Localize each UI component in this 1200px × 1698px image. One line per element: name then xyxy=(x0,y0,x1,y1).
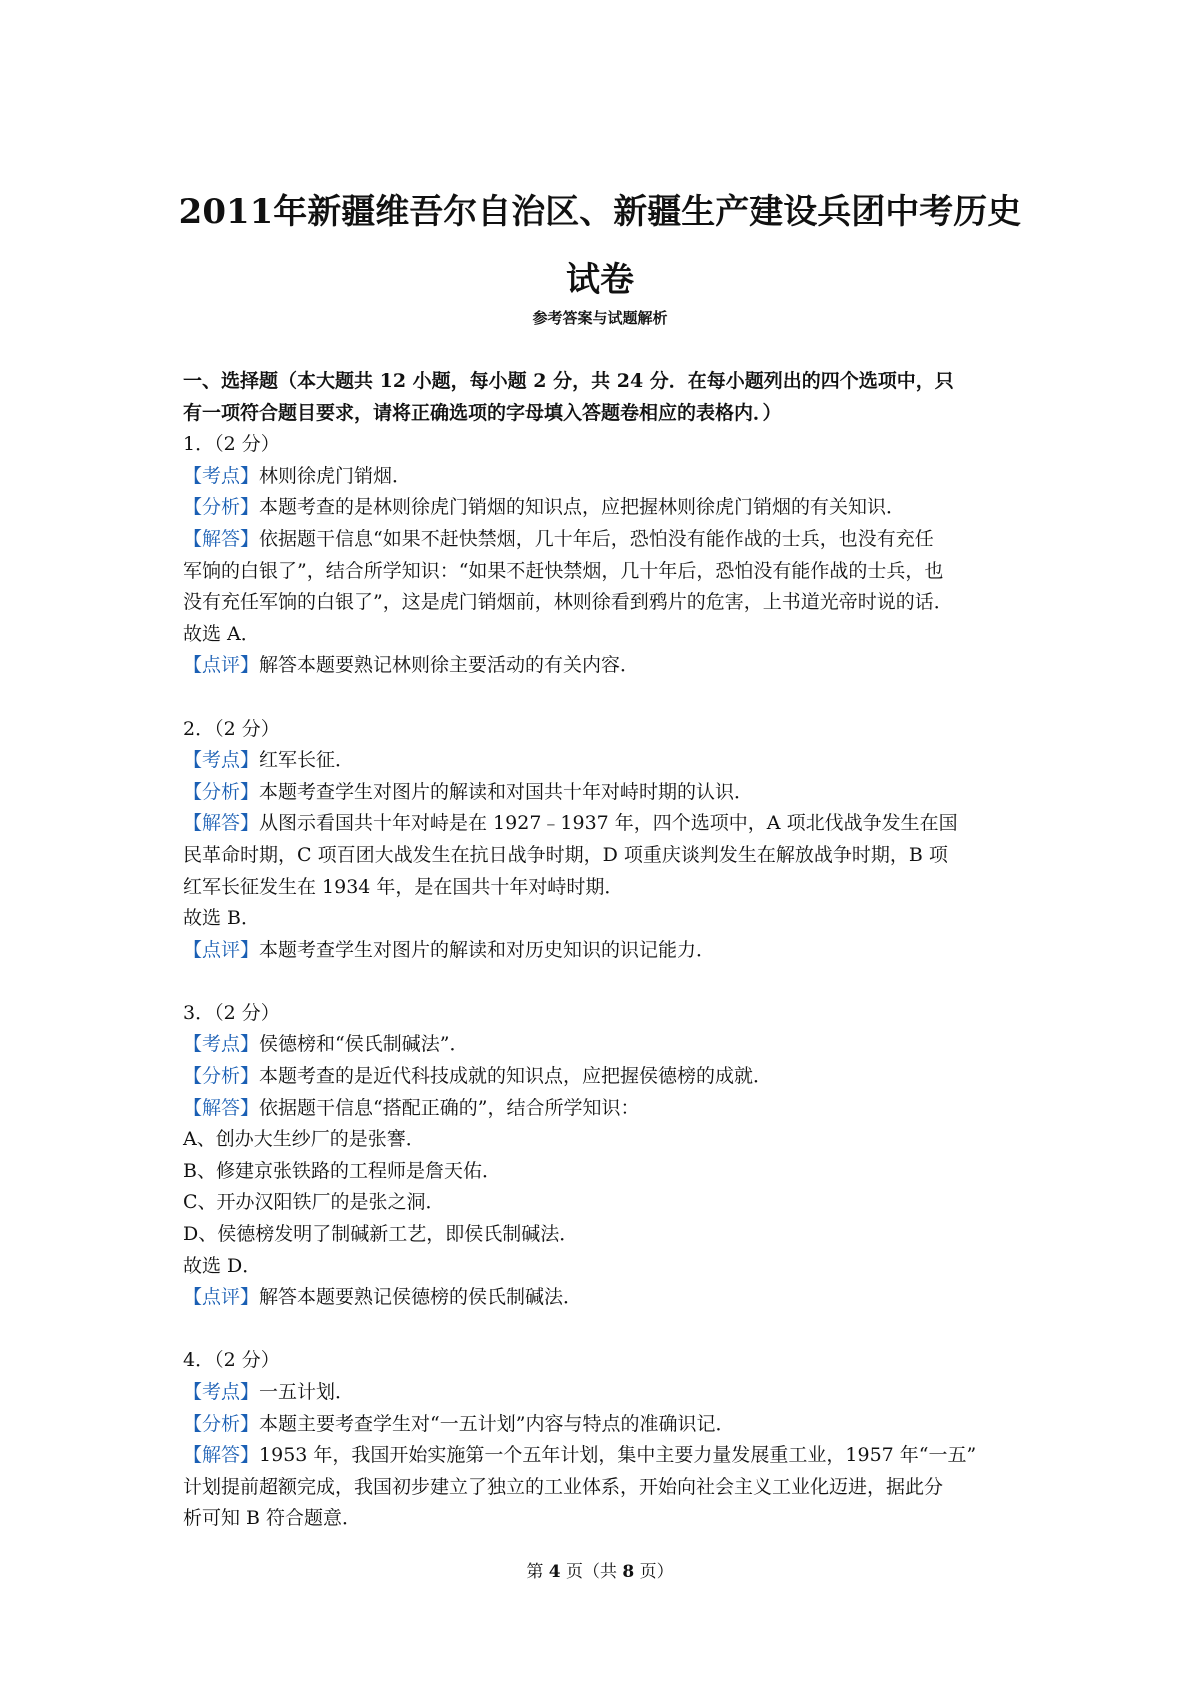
question-head: 3．（2 分） xyxy=(183,1001,280,1024)
question-dianping-line xyxy=(183,650,1025,682)
question-gap xyxy=(183,1314,1025,1346)
question-jieda-continuation: 故选 A． xyxy=(183,622,260,645)
question-gap xyxy=(183,682,1025,714)
footer-prefix: 第 xyxy=(526,1562,549,1582)
footer-total-pages: 8 xyxy=(622,1562,635,1582)
tag-jieda: 【解答】 xyxy=(183,812,260,835)
answers-content xyxy=(183,366,1025,1535)
question-jieda-text: 依据题干信息“搭配正确的”，结合所学知识： xyxy=(259,1096,640,1119)
question-fenxi-line xyxy=(183,1061,1025,1093)
question-jieda-line xyxy=(183,524,1025,556)
question-block xyxy=(183,1314,1025,1535)
tag-dianping: 【点评】 xyxy=(183,654,260,677)
tag-fenxi: 【分析】 xyxy=(183,1065,260,1088)
question-jieda-continuation: 故选 B． xyxy=(183,907,261,930)
footer-middle: 页（共 xyxy=(560,1562,623,1582)
question-kaodian-line xyxy=(183,461,1025,493)
tag-kaodian: 【考点】 xyxy=(183,749,260,772)
section-header xyxy=(183,366,1025,429)
question-jieda-continuation: 故选 D． xyxy=(183,1254,262,1277)
tag-jieda: 【解答】 xyxy=(183,1096,260,1119)
question-fenxi-text: 本题考查的是林则徐虎门销烟的知识点，应把握林则徐虎门销烟的有关知识． xyxy=(259,496,906,519)
title-line-2: 试卷 xyxy=(566,260,634,300)
question-kaodian-text: 林则徐虎门销烟． xyxy=(259,464,412,487)
tag-fenxi: 【分析】 xyxy=(183,496,260,519)
question-gap xyxy=(183,966,1025,998)
question-kaodian-line xyxy=(183,1029,1025,1061)
tag-kaodian: 【考点】 xyxy=(183,1381,260,1403)
tag-dianping: 【点评】 xyxy=(183,1286,260,1309)
footer-suffix: 页） xyxy=(634,1562,674,1582)
question-jieda-continuation: 没有充任军饷的白银了”，这是虎门销烟前，林则徐看到鸦片的危害，上书道光帝时说的话． xyxy=(183,591,953,614)
question-head: 1．（2 分） xyxy=(183,433,280,456)
section-header-line-2: 有一项符合题目要求，请将正确选项的字母填入答题卷相应的表格内．） xyxy=(183,401,782,424)
question-block xyxy=(183,682,1025,966)
question-jieda-continuation: 民革命时期，C 项百团大战发生在抗日战争时期，D 项重庆谈判发生在解放战争时期，B 项 xyxy=(183,843,948,866)
question-dianping-line xyxy=(183,1282,1025,1314)
question-jieda-continuation: 计划提前超额完成，我国初步建立了独立的工业体系，开始向社会主义工业化迈进，据此分 xyxy=(183,1475,944,1498)
question-list xyxy=(183,429,1025,1535)
question-block xyxy=(183,429,1025,682)
tag-fenxi: 【分析】 xyxy=(183,1412,260,1435)
question-jieda-text: 依据题干信息“如果不赶快禁烟，几十年后，恐怕没有能作战的士兵，也没有充任 xyxy=(259,527,934,550)
page-footer xyxy=(0,1560,1200,1584)
question-jieda-continuation: 析可知 B 符合题意． xyxy=(183,1507,362,1530)
question-jieda-continuation: C、开办汉阳铁厂的是张之洞． xyxy=(183,1191,445,1214)
question-fenxi-text: 本题考查学生对图片的解读和对国共十年对峙时期的认识． xyxy=(259,780,754,803)
question-kaodian-line xyxy=(183,1377,1025,1409)
document-subtitle: 参考答案与试题解析 xyxy=(532,309,668,327)
tag-fenxi: 【分析】 xyxy=(183,780,260,803)
question-jieda-line xyxy=(183,1440,1025,1472)
section-header-line-1: 一、选择题（本大题共 12 小题，每小题 2 分，共 24 分．在每小题列出的四个选项中，只 xyxy=(183,370,954,392)
question-kaodian-line xyxy=(183,745,1025,777)
question-dianping-text: 解答本题要熟记林则徐主要活动的有关内容． xyxy=(259,654,640,677)
document-title xyxy=(150,178,1050,314)
tag-kaodian: 【考点】 xyxy=(183,464,260,487)
question-jieda-text: 1953 年，我国开始实施第一个五年计划，集中主要力量发展重工业，1957 年“一五” xyxy=(259,1444,977,1467)
question-kaodian-text: 侯德榜和“侯氏制碱法”． xyxy=(259,1033,469,1056)
question-dianping-text: 解答本题要熟记侯德榜的侯氏制碱法． xyxy=(259,1286,583,1309)
tag-jieda: 【解答】 xyxy=(183,527,260,550)
question-block xyxy=(183,966,1025,1314)
question-jieda-continuation: 红军长征发生在 1934 年，是在国共十年对峙时期． xyxy=(183,875,624,898)
question-jieda-continuation: B、修建京张铁路的工程师是詹天佑． xyxy=(183,1159,501,1182)
question-fenxi-line xyxy=(183,492,1025,524)
tag-kaodian: 【考点】 xyxy=(183,1033,260,1056)
tag-jieda: 【解答】 xyxy=(183,1444,260,1467)
tag-dianping: 【点评】 xyxy=(183,938,260,961)
title-line-1: 2011年新疆维吾尔自治区、新疆生产建设兵团中考历史 xyxy=(178,192,1022,232)
question-fenxi-text: 本题主要考查学生对“一五计划”内容与特点的准确识记． xyxy=(259,1412,735,1435)
question-fenxi-line xyxy=(183,777,1025,809)
question-jieda-continuation: D、侯德榜发明了制碱新工艺，即侯氏制碱法． xyxy=(183,1223,579,1246)
question-jieda-continuation: A、创办大生纱厂的是张謇． xyxy=(183,1128,425,1151)
question-jieda-continuation: 军饷的白银了”，结合所学知识：“如果不赶快禁烟，几十年后，恐怕没有能作战的士兵，也 xyxy=(183,559,944,582)
question-jieda-line xyxy=(183,1093,1025,1125)
footer-page-number: 4 xyxy=(548,1562,561,1582)
question-jieda-line xyxy=(183,808,1025,840)
question-kaodian-text: 红军长征． xyxy=(259,749,355,772)
question-head: 4．（2 分） xyxy=(183,1349,280,1372)
question-kaodian-text: 一五计划． xyxy=(259,1381,355,1403)
question-fenxi-line xyxy=(183,1409,1025,1441)
question-jieda-text: 从图示看国共十年对峙是在 1927﹣1937 年，四个选项中，A 项北伐战争发生在国 xyxy=(259,812,958,835)
question-dianping-line xyxy=(183,935,1025,967)
question-head: 2．（2 分） xyxy=(183,717,280,740)
question-fenxi-text: 本题考查的是近代科技成就的知识点，应把握侯德榜的成就． xyxy=(259,1065,773,1088)
question-dianping-text: 本题考查学生对图片的解读和对历史知识的识记能力． xyxy=(259,938,716,961)
